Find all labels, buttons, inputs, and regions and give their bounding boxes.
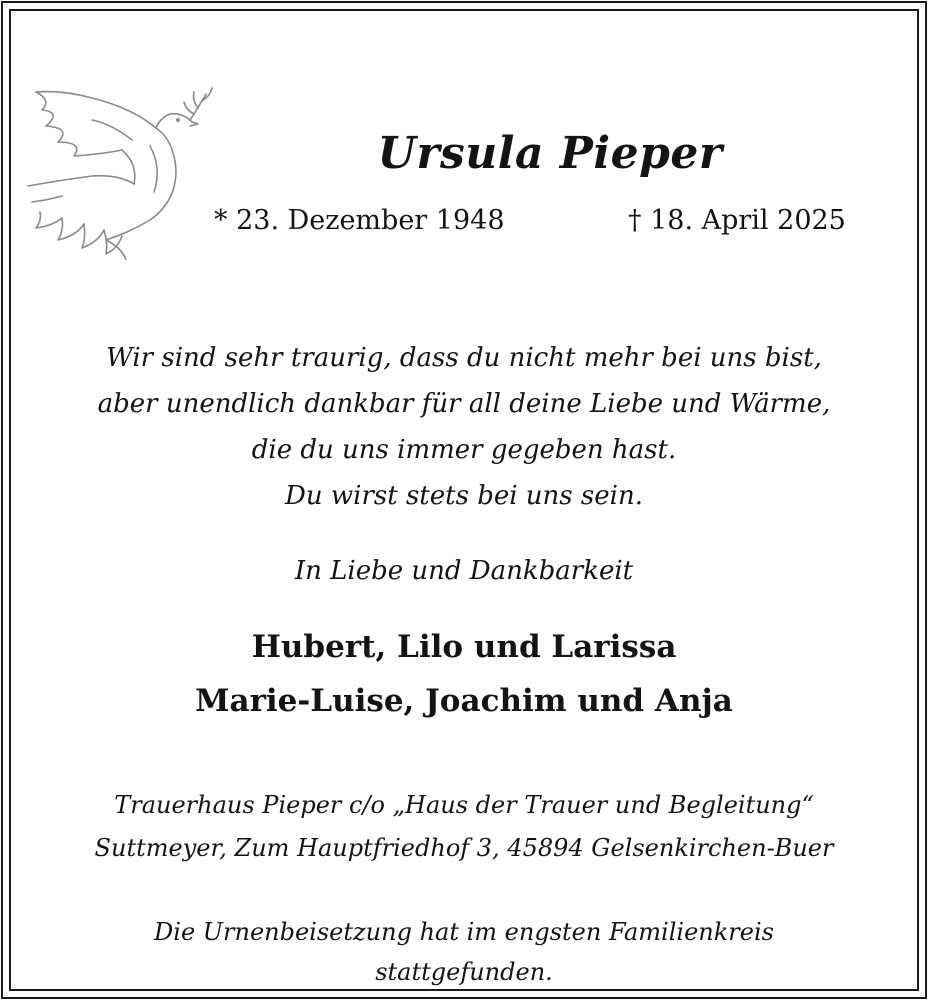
address-line: Suttmeyer, Zum Hauptfriedhof 3, 45894 Gelsenkirchen-Buer bbox=[94, 834, 834, 862]
closing-phrase: In Liebe und Dankbarkeit bbox=[294, 556, 634, 586]
verse-line: Wir sind sehr traurig, dass du nicht mehr bei uns bist, bbox=[106, 343, 822, 373]
mourners bbox=[14, 620, 914, 728]
verse-line: aber unendlich dankbar für all deine Liebe und Wärme, bbox=[97, 389, 831, 419]
verse-line: die du uns immer gegeben hast. bbox=[251, 435, 677, 465]
verse-line: Du wirst stets bei uns sein. bbox=[285, 481, 643, 511]
burial-notice bbox=[14, 912, 914, 992]
death-date: † 18. April 2025 bbox=[628, 205, 846, 236]
memorial-verse bbox=[14, 335, 914, 519]
dove-icon bbox=[22, 80, 222, 260]
deceased-name: Ursula Pieper bbox=[377, 128, 723, 179]
address-line: Trauerhaus Pieper c/o „Haus der Trauer und Begleitung“ bbox=[114, 791, 814, 819]
birth-date: * 23. Dezember 1948 bbox=[214, 205, 505, 236]
mourner-line: Hubert, Lilo und Larissa bbox=[251, 629, 677, 665]
burial-line: stattgefunden. bbox=[375, 958, 553, 986]
burial-line: Die Urnenbeisetzung hat im engsten Familienkreis bbox=[154, 918, 774, 946]
mourner-line: Marie-Luise, Joachim und Anja bbox=[195, 683, 733, 719]
mourning-address bbox=[14, 784, 914, 870]
